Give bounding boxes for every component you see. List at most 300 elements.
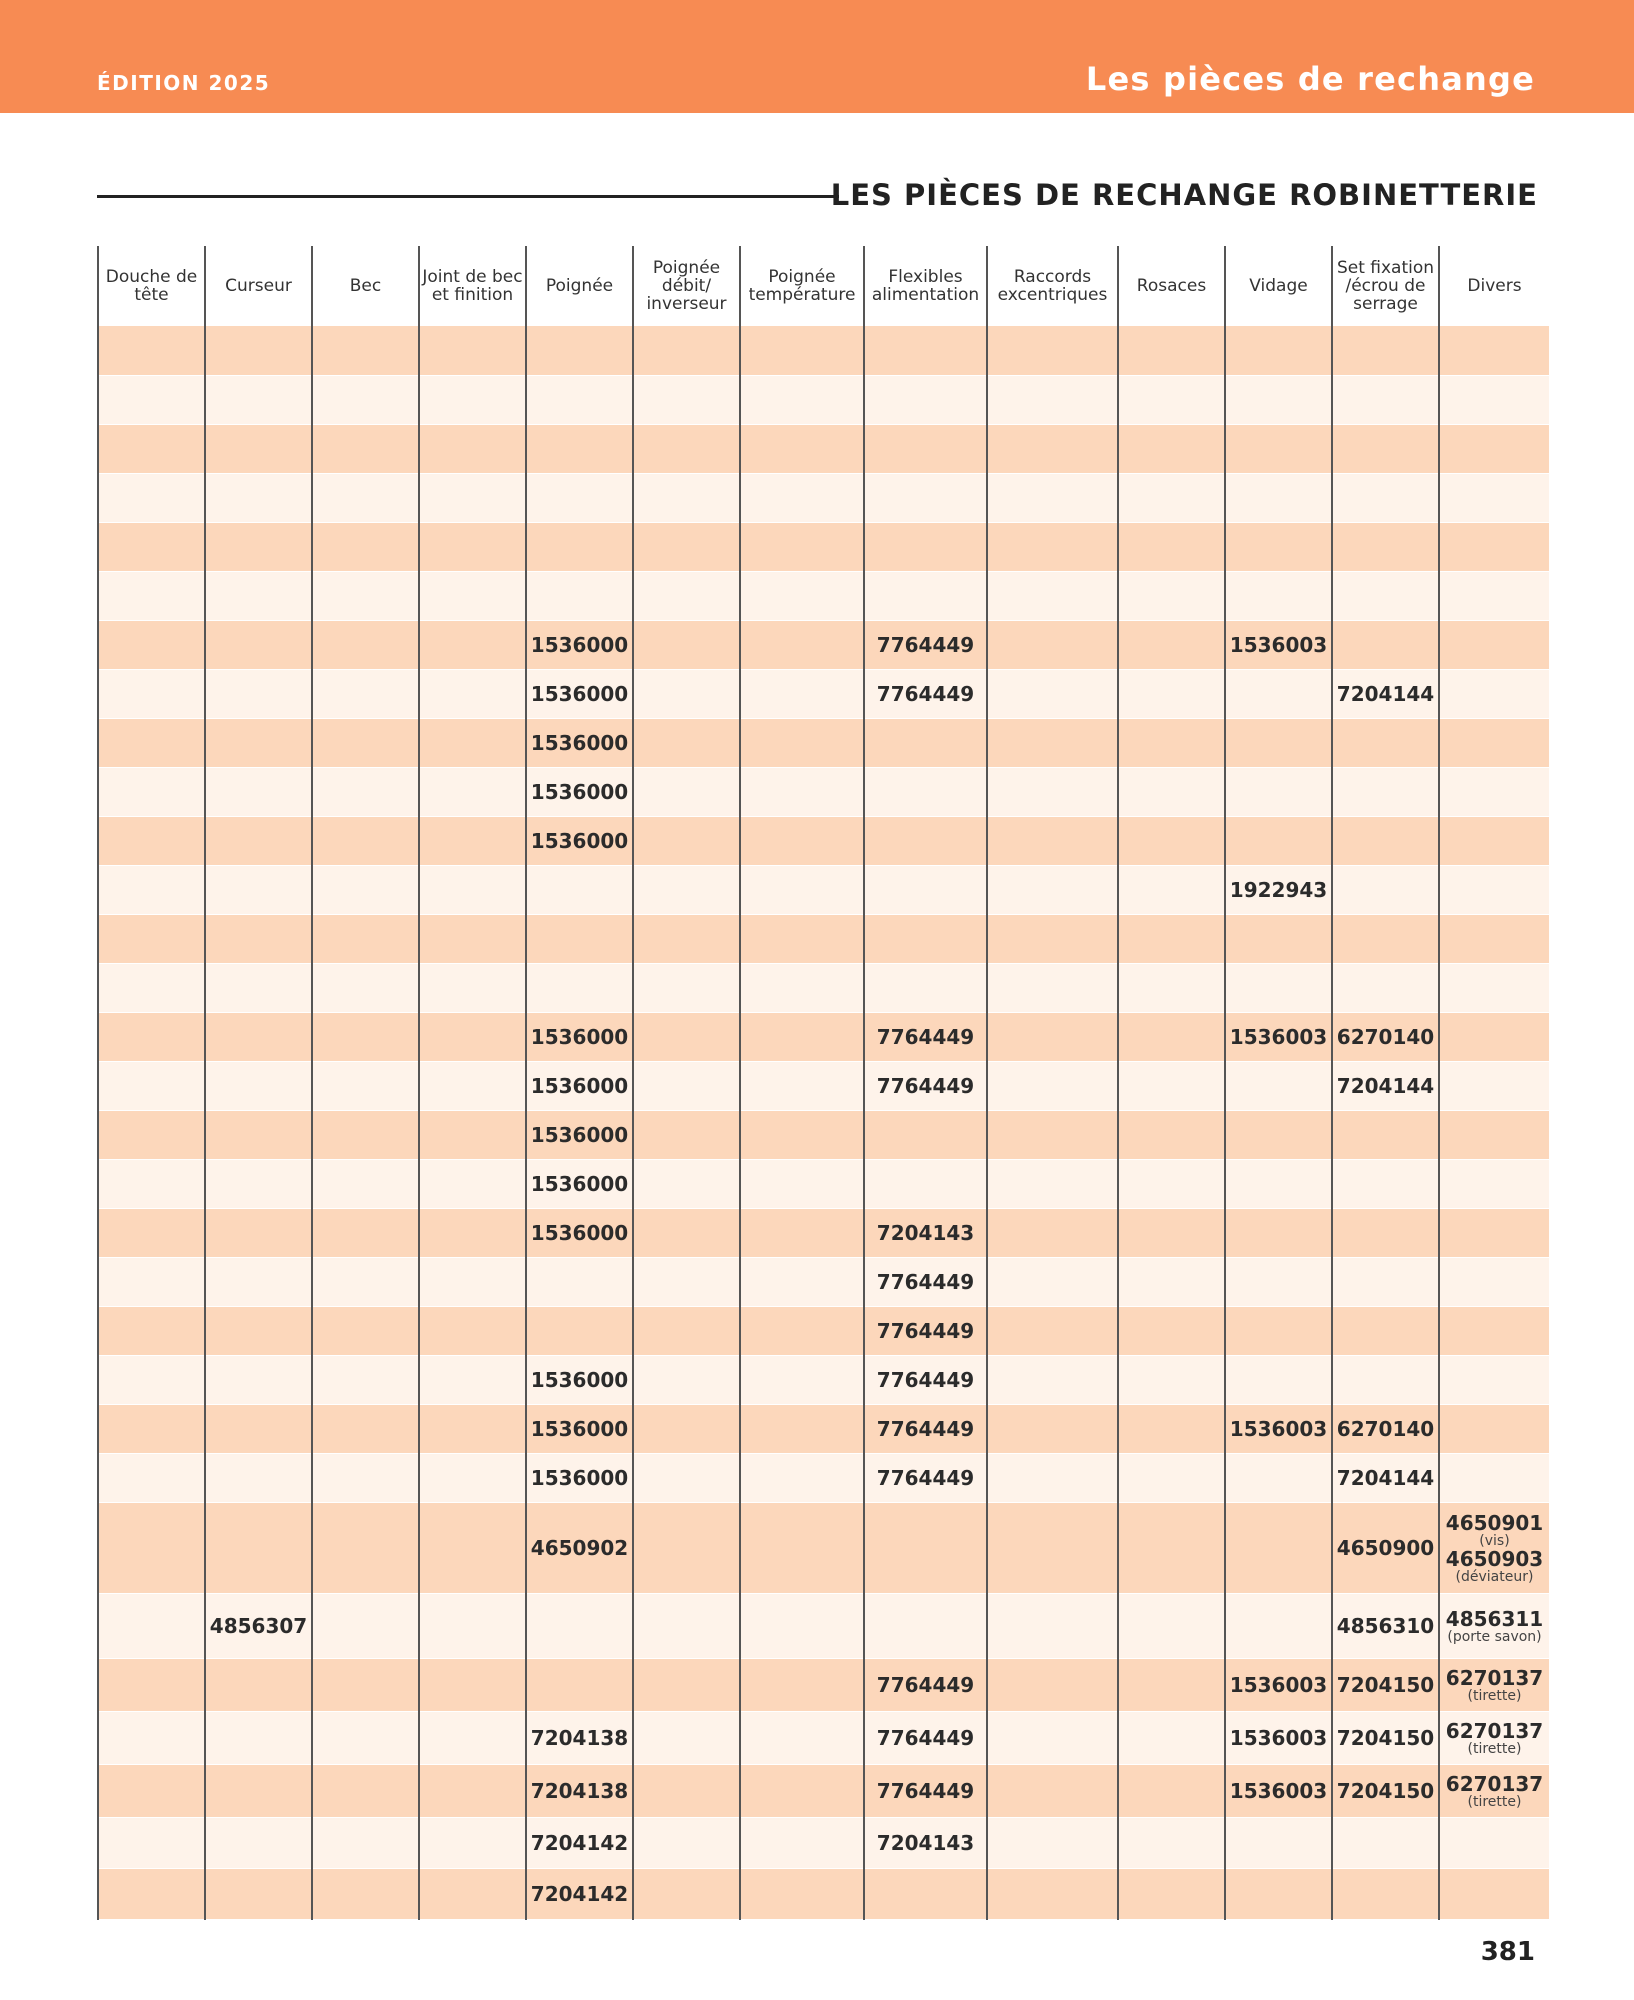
table-cell: 1536000 <box>526 1404 633 1453</box>
table-cell <box>98 1658 205 1711</box>
table-body <box>98 326 1549 1919</box>
table-cell: 4650902 <box>526 1502 633 1593</box>
part-number: 4650901 <box>1445 1510 1544 1535</box>
table-row <box>98 1593 1549 1658</box>
table-cell: 7204144 <box>1332 1061 1439 1110</box>
table-cell <box>740 1061 864 1110</box>
column-header: Poignée température <box>740 246 864 326</box>
table-cell <box>312 767 419 816</box>
table-cell <box>1439 1711 1549 1764</box>
table-cell <box>633 1817 740 1868</box>
table-cell <box>987 865 1118 914</box>
table-cell <box>864 1110 987 1159</box>
table-cell <box>740 767 864 816</box>
table-cell <box>633 1593 740 1658</box>
table-cell <box>1332 473 1439 522</box>
table-cell <box>205 1764 312 1817</box>
table-cell <box>1439 963 1549 1012</box>
table-cell <box>740 1355 864 1404</box>
table-cell <box>1225 522 1332 571</box>
table-cell <box>987 522 1118 571</box>
table-cell <box>98 1711 205 1764</box>
table-cell <box>1118 816 1225 865</box>
table-cell <box>987 375 1118 424</box>
table-cell <box>1118 1593 1225 1658</box>
table-cell <box>205 1257 312 1306</box>
table-cell <box>633 424 740 473</box>
table-cell <box>312 718 419 767</box>
table-cell <box>987 1208 1118 1257</box>
table-cell <box>987 1502 1118 1593</box>
table-cell <box>98 1208 205 1257</box>
table-cell <box>526 326 633 375</box>
table-cell <box>1332 1306 1439 1355</box>
table-cell <box>1225 473 1332 522</box>
table-row <box>98 1208 1549 1257</box>
table-row <box>98 718 1549 767</box>
table-cell: 1536003 <box>1225 620 1332 669</box>
table-cell <box>419 1593 526 1658</box>
table-cell: 7204150 <box>1332 1658 1439 1711</box>
table-cell <box>1332 1159 1439 1208</box>
table-cell <box>1439 1159 1549 1208</box>
table-cell <box>526 914 633 963</box>
table-cell <box>864 767 987 816</box>
table-cell <box>740 914 864 963</box>
part-number: 4856311 <box>1445 1606 1544 1631</box>
table-cell <box>1225 1110 1332 1159</box>
table-cell <box>312 620 419 669</box>
table-cell <box>1225 718 1332 767</box>
table-cell <box>987 718 1118 767</box>
table-cell <box>419 522 526 571</box>
page-title: LES PIÈCES DE RECHANGE ROBINETTERIE <box>830 178 1538 212</box>
table-cell <box>312 326 419 375</box>
table-cell <box>98 1110 205 1159</box>
table-cell <box>633 375 740 424</box>
table-cell <box>864 571 987 620</box>
table-cell <box>1439 1764 1549 1817</box>
table-cell <box>864 1868 987 1919</box>
table-cell <box>419 718 526 767</box>
table-cell <box>1439 767 1549 816</box>
table-cell <box>740 1306 864 1355</box>
table-cell <box>312 522 419 571</box>
table-cell <box>740 1257 864 1306</box>
table-cell <box>419 1208 526 1257</box>
table-cell <box>98 718 205 767</box>
table-cell <box>740 963 864 1012</box>
top-banner <box>0 0 1634 113</box>
column-header: Poignée débit/ inverseur <box>633 246 740 326</box>
table-cell <box>98 914 205 963</box>
table-cell <box>1225 816 1332 865</box>
table-cell: 7764449 <box>864 1764 987 1817</box>
table-cell: 1922943 <box>1225 865 1332 914</box>
table-cell: 1536000 <box>526 1453 633 1502</box>
section-title: Les pièces de rechange <box>1085 60 1535 98</box>
table-row <box>98 1764 1549 1817</box>
table-cell <box>98 1159 205 1208</box>
table-cell <box>312 1868 419 1919</box>
table-cell: 7204144 <box>1332 1453 1439 1502</box>
table-cell <box>98 1257 205 1306</box>
table-cell <box>1118 963 1225 1012</box>
table-cell <box>312 1764 419 1817</box>
table-cell <box>98 1355 205 1404</box>
table-cell: 1536000 <box>526 1355 633 1404</box>
table-cell <box>864 522 987 571</box>
table-cell <box>205 375 312 424</box>
table-header-row <box>98 246 1549 326</box>
table-row <box>98 1159 1549 1208</box>
table-cell <box>312 669 419 718</box>
table-cell: 1536000 <box>526 1012 633 1061</box>
table-cell <box>1439 1868 1549 1919</box>
table-cell <box>633 1502 740 1593</box>
table-cell: 7764449 <box>864 1453 987 1502</box>
table-cell: 1536000 <box>526 816 633 865</box>
table-cell <box>205 1061 312 1110</box>
table-cell <box>1118 1868 1225 1919</box>
table-row <box>98 1061 1549 1110</box>
table-cell <box>205 326 312 375</box>
table-cell <box>1332 375 1439 424</box>
table-cell <box>1332 571 1439 620</box>
part-note: (déviateur) <box>1455 1568 1534 1585</box>
edition-label: ÉDITION 2025 <box>97 71 271 95</box>
table-cell <box>1118 865 1225 914</box>
table-cell <box>1439 1012 1549 1061</box>
table-cell <box>1118 1012 1225 1061</box>
table-cell <box>1332 522 1439 571</box>
table-cell <box>205 1868 312 1919</box>
column-header: Flexibles alimentation <box>864 246 987 326</box>
table-cell: 1536000 <box>526 620 633 669</box>
table-row <box>98 424 1549 473</box>
table-cell <box>1439 1658 1549 1711</box>
table-cell: 7204138 <box>526 1711 633 1764</box>
table-cell <box>987 914 1118 963</box>
table-cell <box>98 963 205 1012</box>
table-cell: 6270140 <box>1332 1404 1439 1453</box>
table-cell: 7204150 <box>1332 1764 1439 1817</box>
table-cell <box>633 1257 740 1306</box>
table-row <box>98 865 1549 914</box>
column-header: Curseur <box>205 246 312 326</box>
table-cell <box>419 963 526 1012</box>
table-cell <box>740 1868 864 1919</box>
table-cell <box>740 718 864 767</box>
table-cell <box>98 620 205 669</box>
table-cell: 1536003 <box>1225 1711 1332 1764</box>
table-cell <box>1439 571 1549 620</box>
table-cell <box>205 1355 312 1404</box>
table-cell <box>740 1817 864 1868</box>
table-cell <box>1225 1502 1332 1593</box>
column-header: Poignée <box>526 246 633 326</box>
table-row <box>98 1502 1549 1593</box>
table-cell <box>987 326 1118 375</box>
table-cell <box>987 1404 1118 1453</box>
table-cell <box>98 1061 205 1110</box>
column-header: Joint de bec et finition <box>419 246 526 326</box>
table-cell <box>864 326 987 375</box>
table-cell <box>312 963 419 1012</box>
table-cell <box>1332 1208 1439 1257</box>
part-number: 6270137 <box>1445 1771 1544 1796</box>
table-cell <box>205 1502 312 1593</box>
table-cell: 7204142 <box>526 1817 633 1868</box>
part-number: 6270137 <box>1445 1718 1544 1743</box>
table-cell <box>312 1593 419 1658</box>
table-cell <box>98 424 205 473</box>
table-cell <box>312 473 419 522</box>
table-cell <box>1225 375 1332 424</box>
table-cell <box>419 1453 526 1502</box>
table-cell <box>205 1110 312 1159</box>
table-cell <box>312 1658 419 1711</box>
table-cell <box>98 1404 205 1453</box>
table-cell <box>864 375 987 424</box>
column-header: Set fixation /écrou de serrage <box>1332 246 1439 326</box>
table-cell <box>312 1306 419 1355</box>
table-cell <box>1225 1355 1332 1404</box>
table-cell <box>1439 1306 1549 1355</box>
table-row <box>98 1404 1549 1453</box>
table-cell <box>205 1658 312 1711</box>
table-cell <box>987 1061 1118 1110</box>
table-cell <box>205 1817 312 1868</box>
table-cell <box>1118 326 1225 375</box>
table-cell: 7204143 <box>864 1817 987 1868</box>
table-cell <box>312 1404 419 1453</box>
table-cell: 1536000 <box>526 1110 633 1159</box>
part-note: (porte savon) <box>1447 1628 1542 1645</box>
table-cell <box>98 473 205 522</box>
table-cell <box>633 1404 740 1453</box>
table-cell <box>633 522 740 571</box>
table-cell <box>987 669 1118 718</box>
table-cell <box>205 473 312 522</box>
table-cell <box>526 522 633 571</box>
table-cell: 6270140 <box>1332 1012 1439 1061</box>
table-cell: 7764449 <box>864 1061 987 1110</box>
table-cell <box>205 1012 312 1061</box>
table-cell <box>205 571 312 620</box>
table-cell: 7764449 <box>864 1404 987 1453</box>
column-header: Rosaces <box>1118 246 1225 326</box>
table-cell <box>419 1061 526 1110</box>
table-cell <box>526 1593 633 1658</box>
table-cell <box>312 1817 419 1868</box>
table-cell <box>740 620 864 669</box>
table-cell <box>1332 1817 1439 1868</box>
column-header: Raccords excentriques <box>987 246 1118 326</box>
table-cell <box>740 1208 864 1257</box>
table-cell <box>1118 1658 1225 1711</box>
table-cell <box>1332 1868 1439 1919</box>
table-cell <box>987 767 1118 816</box>
table-cell <box>312 1711 419 1764</box>
table-cell <box>526 375 633 424</box>
table-cell <box>1118 1110 1225 1159</box>
table-cell <box>1225 571 1332 620</box>
table-cell <box>205 669 312 718</box>
table-cell <box>1118 620 1225 669</box>
table-cell <box>987 1593 1118 1658</box>
table-cell <box>205 1159 312 1208</box>
table-cell <box>419 1306 526 1355</box>
table-cell <box>987 1306 1118 1355</box>
table-cell <box>740 1404 864 1453</box>
table-cell <box>633 1208 740 1257</box>
table-cell <box>1118 1764 1225 1817</box>
table-row <box>98 571 1549 620</box>
table-cell <box>1118 1817 1225 1868</box>
table-cell <box>987 1453 1118 1502</box>
table-cell <box>98 1868 205 1919</box>
table-cell <box>526 571 633 620</box>
column-header: Vidage <box>1225 246 1332 326</box>
table-cell <box>633 620 740 669</box>
table-cell <box>98 522 205 571</box>
table-cell <box>1225 1159 1332 1208</box>
table-cell <box>419 816 526 865</box>
table-cell <box>205 963 312 1012</box>
table-row <box>98 620 1549 669</box>
table-cell <box>1332 1355 1439 1404</box>
table-cell <box>205 718 312 767</box>
table-cell: 4856310 <box>1332 1593 1439 1658</box>
table-cell <box>1225 1257 1332 1306</box>
table-cell <box>1225 767 1332 816</box>
table-cell <box>98 865 205 914</box>
table-cell <box>740 1711 864 1764</box>
table-cell <box>312 1453 419 1502</box>
table-cell <box>1225 1817 1332 1868</box>
table-cell <box>205 424 312 473</box>
table-row <box>98 1868 1549 1919</box>
table-cell <box>205 1711 312 1764</box>
table-cell <box>98 1764 205 1817</box>
table-cell <box>419 1110 526 1159</box>
table-cell <box>419 1257 526 1306</box>
table-cell <box>419 1764 526 1817</box>
table-cell <box>633 1012 740 1061</box>
table-row <box>98 473 1549 522</box>
table-cell <box>312 424 419 473</box>
table-cell <box>1118 1257 1225 1306</box>
table-cell <box>633 816 740 865</box>
spare-parts-table <box>97 246 1549 1920</box>
table-cell <box>987 1658 1118 1711</box>
table-cell <box>987 620 1118 669</box>
table-row <box>98 1711 1549 1764</box>
table-cell <box>205 865 312 914</box>
table-cell <box>633 571 740 620</box>
table-cell <box>98 1306 205 1355</box>
table-cell <box>1118 767 1225 816</box>
table-cell <box>419 865 526 914</box>
table-cell <box>1439 326 1549 375</box>
part-note: (tirette) <box>1467 1793 1522 1810</box>
table-cell <box>419 767 526 816</box>
table-cell <box>987 571 1118 620</box>
table-cell <box>633 718 740 767</box>
table-cell <box>1225 669 1332 718</box>
table-cell <box>205 767 312 816</box>
table-cell <box>419 571 526 620</box>
table-cell: 1536000 <box>526 1208 633 1257</box>
table-cell <box>864 1502 987 1593</box>
table-cell <box>1332 424 1439 473</box>
table-cell <box>419 1404 526 1453</box>
table-cell <box>987 816 1118 865</box>
table-cell <box>740 1764 864 1817</box>
table-row <box>98 326 1549 375</box>
table-cell <box>740 571 864 620</box>
table-cell <box>740 326 864 375</box>
table-cell <box>1118 375 1225 424</box>
table-cell <box>740 522 864 571</box>
table-cell: 7204143 <box>864 1208 987 1257</box>
table-cell <box>205 1306 312 1355</box>
table-cell <box>312 816 419 865</box>
table-cell <box>312 571 419 620</box>
table-cell <box>419 1502 526 1593</box>
table-cell <box>1332 767 1439 816</box>
table-cell <box>205 522 312 571</box>
table-cell <box>1439 1404 1549 1453</box>
table-cell <box>633 1110 740 1159</box>
table-cell <box>205 1453 312 1502</box>
table-cell <box>526 1257 633 1306</box>
table-cell <box>98 1817 205 1868</box>
table-cell <box>987 1012 1118 1061</box>
part-note: (tirette) <box>1467 1740 1522 1757</box>
table-cell <box>1332 620 1439 669</box>
table-cell <box>633 963 740 1012</box>
table-cell <box>1225 1208 1332 1257</box>
table-cell <box>1118 669 1225 718</box>
table-cell <box>419 669 526 718</box>
table-cell <box>98 326 205 375</box>
table-cell: 7204142 <box>526 1868 633 1919</box>
table-cell: 1536000 <box>526 718 633 767</box>
table-cell <box>1225 1868 1332 1919</box>
table-cell <box>1118 1453 1225 1502</box>
table-cell <box>740 1110 864 1159</box>
table-cell <box>1439 1257 1549 1306</box>
table-cell <box>633 1711 740 1764</box>
table-cell <box>526 963 633 1012</box>
table-cell <box>740 1453 864 1502</box>
table-cell <box>740 1593 864 1658</box>
table-cell <box>740 1159 864 1208</box>
table-cell <box>1225 1593 1332 1658</box>
table-row <box>98 1355 1549 1404</box>
table-cell <box>740 1658 864 1711</box>
table-cell <box>633 669 740 718</box>
table-cell <box>98 375 205 424</box>
table-cell <box>987 1868 1118 1919</box>
table-cell: 4856307 <box>205 1593 312 1658</box>
part-note: (tirette) <box>1467 1687 1522 1704</box>
table-cell: 1536000 <box>526 1061 633 1110</box>
column-header: Divers <box>1439 246 1549 326</box>
table-cell <box>1118 473 1225 522</box>
